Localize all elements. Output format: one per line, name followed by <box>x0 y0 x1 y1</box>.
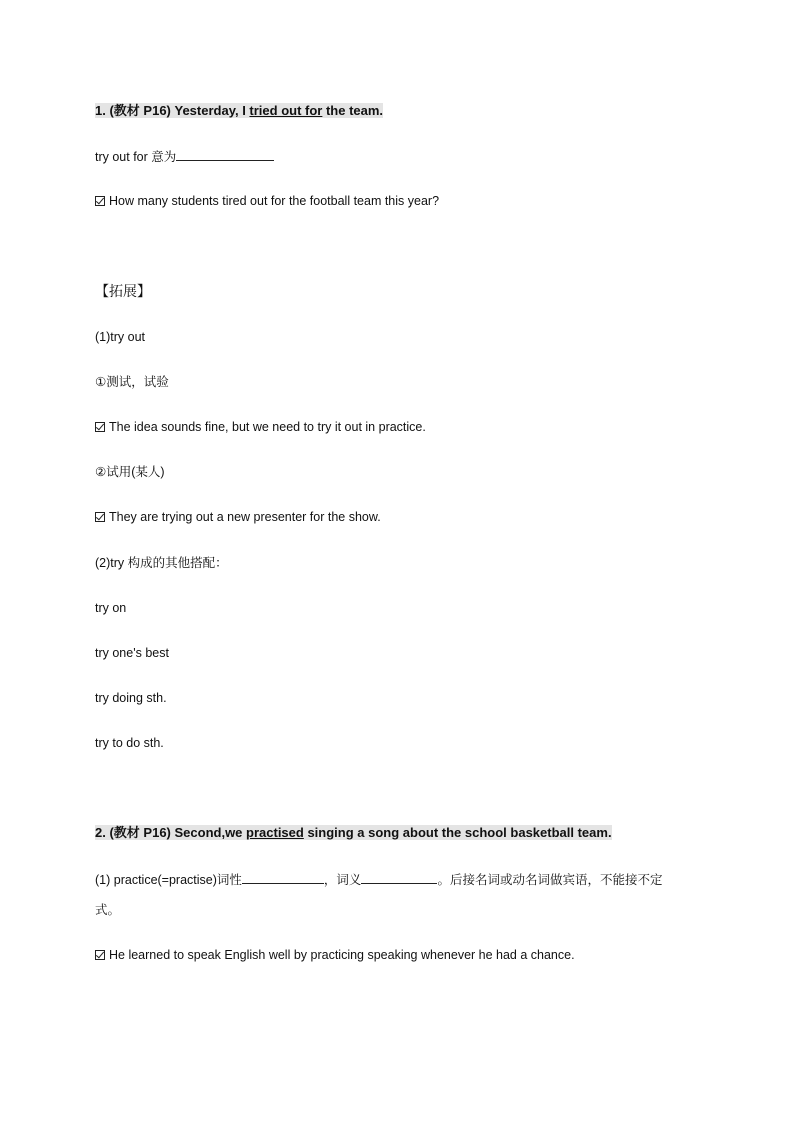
list-item: try on <box>95 601 127 615</box>
section-1-sentence-start: Yesterday, I <box>174 103 250 118</box>
section-1-key-phrase: tried out for <box>249 103 323 118</box>
checkbox-icon <box>95 512 105 522</box>
section-2-usage-note: 。后接名词或动名词做宾语，不能接不定 <box>437 873 663 887</box>
section-2-part-of-speech-label: (1) practice(=practise)词性 <box>95 873 242 887</box>
expand-example-1-text: The idea sounds fine, but we need to try it out in practice. <box>109 420 426 434</box>
section-2-heading-text <box>95 825 612 840</box>
section-2-line-1-continued: 式。 <box>95 903 121 917</box>
list-item: try to do sth. <box>95 736 164 750</box>
section-2-number: 2. <box>95 825 110 840</box>
expand-example-2-text: They are trying out a new presenter for the show. <box>109 510 381 524</box>
expand-sense-2: ②试用(某人) <box>95 465 165 479</box>
section-2-sentence-start: Second,we <box>174 825 247 840</box>
section-1-source: (教材 <box>109 103 140 118</box>
section-2-heading <box>95 825 612 841</box>
fill-blank-1[interactable] <box>176 148 274 161</box>
section-1-example-text: How many students tired out for the football team this year? <box>109 194 440 208</box>
section-1-page: P16) <box>139 103 175 118</box>
expand-example-1 <box>95 419 426 435</box>
checkbox-icon <box>95 950 105 960</box>
section-2-example <box>95 947 575 963</box>
section-2-line-1 <box>95 871 662 888</box>
list-item: try doing sth. <box>95 691 167 705</box>
section-2-sentence-end: singing a song about the school basketball team. <box>303 825 612 840</box>
section-1-number: 1. <box>95 103 110 118</box>
checkbox-icon <box>95 422 105 432</box>
expand-sense-1: ①测试，试验 <box>95 375 169 389</box>
section-2-source: (教材 <box>109 825 140 840</box>
section-1-heading <box>95 103 383 119</box>
section-2-key-word: practised <box>246 825 304 840</box>
section-2-page: P16) <box>139 825 175 840</box>
list-item: try one's best <box>95 646 169 660</box>
expand-sub-2: (2)try 构成的其他搭配： <box>95 556 228 570</box>
checkbox-icon <box>95 196 105 206</box>
expand-example-2 <box>95 509 381 525</box>
section-1-heading-text <box>95 103 383 118</box>
section-1-meaning-prefix: try out for 意为 <box>95 150 177 164</box>
expand-title: 【拓展】 <box>95 283 151 299</box>
section-1-sentence-end: the team. <box>322 103 384 118</box>
section-2-example-text: He learned to speak English well by practicing speaking whenever he had a chance. <box>109 948 575 962</box>
section-1-example <box>95 193 439 209</box>
fill-blank-2[interactable] <box>242 871 324 884</box>
section-1-meaning <box>95 148 274 165</box>
fill-blank-3[interactable] <box>361 871 437 884</box>
expand-sub-1: (1)try out <box>95 330 146 344</box>
section-2-meaning-label: ，词义 <box>323 873 362 887</box>
